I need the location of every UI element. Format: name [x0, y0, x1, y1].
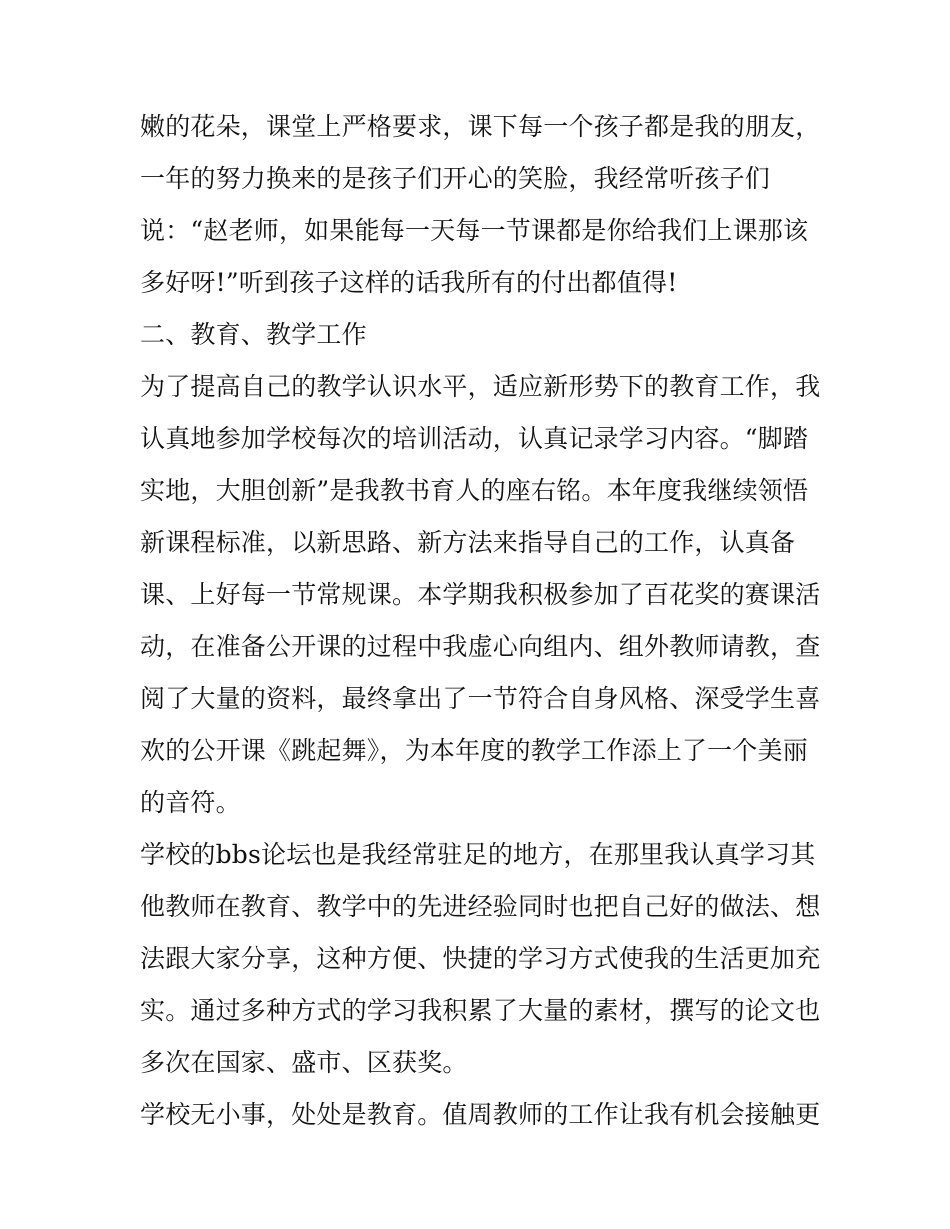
- text-line: 的音符。: [140, 788, 241, 817]
- text-line: 一年的努力换来的是孩子们开心的笑脸，我经常听孩子们: [140, 164, 771, 193]
- text-line: 课、上好每一节常规课。本学期我积极参加了百花奖的赛课活: [140, 580, 821, 609]
- text-line: 学校的bbs论坛也是我经常驻足的地方，在那里我认真学习其: [140, 840, 816, 869]
- text-line: 动，在准备公开课的过程中我虚心向组内、组外教师请教，查: [140, 632, 821, 661]
- text-line: 他教师在教育、教学中的先进经验同时也把自己好的做法、想: [140, 892, 821, 921]
- text-line: 实。通过多种方式的学习我积累了大量的素材，撰写的论文也: [140, 996, 821, 1025]
- text-line: 嫩的花朵，课堂上严格要求，课下每一个孩子都是我的朋友，: [140, 112, 821, 141]
- text-line: 学校无小事，处处是教育。值周教师的工作让我有机会接触更: [140, 1100, 821, 1129]
- text-line: 认真地参加学校每次的培训活动，认真记录学习内容。“脚踏: [140, 424, 809, 453]
- section-heading: 二、教育、教学工作: [140, 320, 367, 349]
- text-line: 多好呀!”听到孩子这样的话我所有的付出都值得!: [140, 268, 678, 297]
- text-line: 阅了大量的资料，最终拿出了一节符合自身风格、深受学生喜: [140, 684, 821, 713]
- text-line: 新课程标准，以新思路、新方法来指导自己的工作，认真备: [140, 528, 796, 557]
- text-line: 多次在国家、盛市、区获奖。: [140, 1048, 468, 1077]
- text-line: 法跟大家分享，这种方便、快捷的学习方式使我的生活更加充: [140, 944, 821, 973]
- text-line: 为了提高自己的教学认识水平，适应新形势下的教育工作，我: [140, 372, 821, 401]
- text-line: 欢的公开课《跳起舞》，为本年度的教学工作添上了一个美丽: [140, 736, 808, 765]
- text-line: 说：“赵老师，如果能每一天每一节课都是你给我们上课那该: [140, 216, 809, 245]
- body-text: [140, 101, 830, 1141]
- text-line: 实地，大胆创新”是我教书育人的座右铭。本年度我继续领悟: [140, 476, 809, 505]
